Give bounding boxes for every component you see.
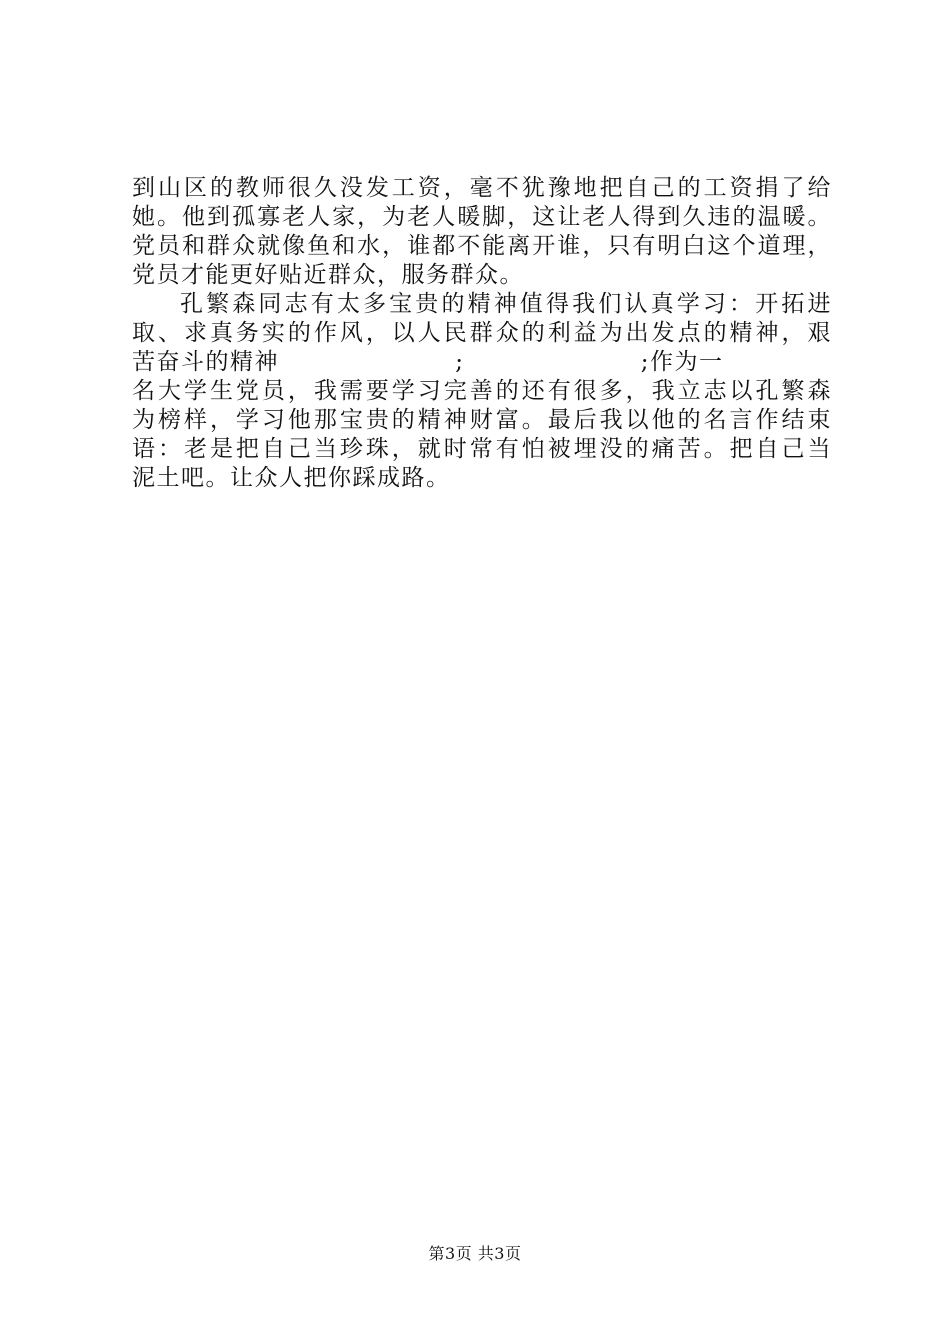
text-line: 名大学生党员，我需要学习完善的还有很多，我立志以孔繁森 (132, 378, 832, 404)
text-line: 语：老是把自己当珍珠，就时常有怕被埋没的痛苦。把自己当 (132, 436, 832, 462)
text-line: 党员才能更好贴近群众，服务群众。 (132, 262, 524, 288)
text-line: 她。他到孤寡老人家，为老人暖脚，这让老人得到久违的温暖。 (132, 204, 832, 230)
text-line: 到山区的教师很久没发工资，毫不犹豫地把自己的工资捐了给 (132, 175, 832, 201)
text-line: 苦奋斗的精神 ; ;作为一 (132, 349, 724, 375)
text-line: 泥土吧。让众人把你踩成路。 (132, 465, 451, 491)
text-line: 为榜样，学习他那宝贵的精神财富。最后我以他的名言作结束 (132, 407, 832, 433)
text-line: 孔繁森同志有太多宝贵的精神值得我们认真学习：开拓进 (180, 291, 832, 317)
page-number-footer: 第3页 共3页 (428, 1244, 522, 1263)
text-line: 取、求真务实的作风，以人民群众的利益为出发点的精神，艰 (132, 320, 832, 346)
text-line: 党员和群众就像鱼和水，谁都不能离开谁，只有明白这个道理， (132, 233, 832, 259)
document-body (132, 174, 832, 493)
